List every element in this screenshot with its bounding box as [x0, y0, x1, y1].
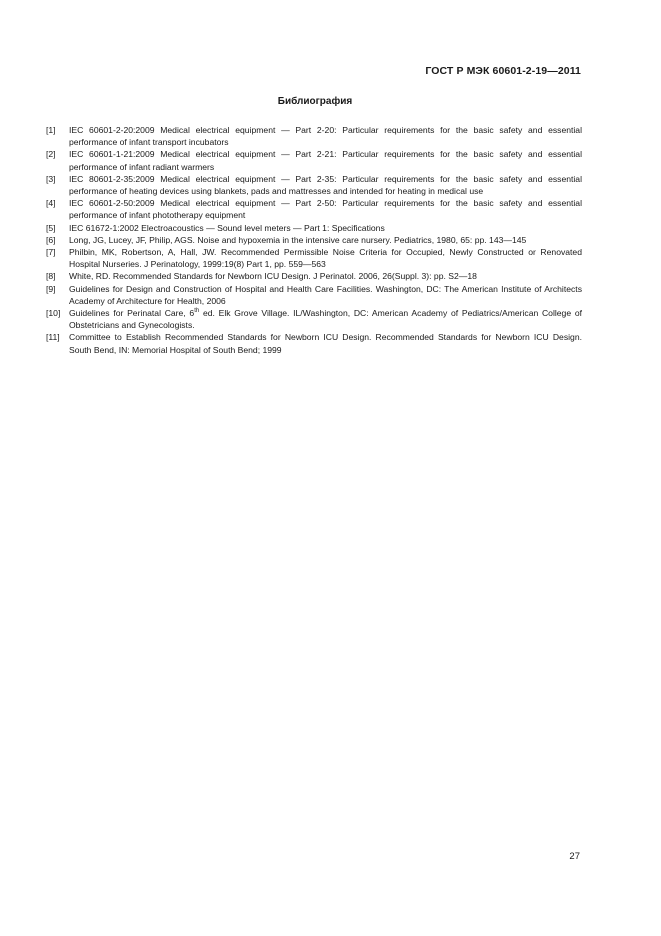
page-number: 27: [569, 851, 580, 862]
ordinal-superscript: th: [194, 308, 200, 315]
reference-number: [7]: [46, 247, 56, 258]
reference-item: [46, 234, 582, 246]
bibliography-title: Библиография: [277, 96, 353, 107]
reference-text: IEC 61672-1:2002 Electroacoustics — Sound level meters — Part 1: Specifications: [69, 222, 385, 233]
reference-number: [2]: [46, 149, 56, 160]
reference-text-part: Guidelines for Perinatal Care, 6: [69, 308, 195, 319]
reference-item: [46, 307, 582, 331]
reference-number: [6]: [46, 234, 56, 245]
reference-item: [46, 197, 582, 221]
reference-number: [5]: [46, 222, 56, 233]
reference-text: IEC 60601-2-20:2009 Medical electrical equipment — Part 2-20: Particular requirements for the basic safety and essential performance of infant transport incubators: [69, 125, 582, 148]
reference-text: [69, 307, 582, 331]
reference-item: [46, 148, 582, 172]
reference-number: [9]: [46, 283, 56, 294]
reference-text: IEC 60601-1-21:2009 Medical electrical equipment — Part 2-21: Particular requirements for the basic safety and essential performance of infant radiant warmers: [69, 149, 582, 172]
reference-text: Guidelines for Design and Construction of Hospital and Health Care Facilities. Washington, DC: The American Institute of Architects Academy of Architecture for Health, 2006: [69, 283, 582, 306]
reference-item: [46, 124, 582, 148]
reference-number: [11]: [46, 332, 60, 343]
reference-item: [46, 331, 582, 355]
reference-text: Committee to Establish Recommended Standards for Newborn ICU Design. Recommended Standards for Newborn ICU Design. South Bend, IN: Memorial Hospital of South Bend; 1999: [69, 332, 582, 355]
reference-item: [46, 222, 582, 234]
bibliography-list: [46, 124, 582, 356]
reference-number: [3]: [46, 173, 56, 184]
reference-text: IEC 80601-2-35:2009 Medical electrical equipment — Part 2-35: Particular requirements for the basic safety and essential performance of heating devices using blankets, pads and mattresses and intended for heating in medical use: [69, 173, 582, 197]
reference-number: [10]: [46, 308, 61, 319]
document-code-header: ГОСТ Р МЭК 60601-2-19—2011: [425, 65, 581, 77]
reference-number: [1]: [46, 125, 56, 135]
reference-item: [46, 246, 582, 270]
reference-text: Philbin, MK, Robertson, A, Hall, JW. Recommended Permissible Noise Criteria for Occupied, Newly Constructed or Renovated Hospital Nurseries. J Perinatology, 1999:19(8) Part 1, pp. 559—563: [69, 247, 582, 270]
reference-item: [46, 283, 582, 307]
reference-item: [46, 270, 582, 282]
reference-number: [4]: [46, 198, 56, 209]
reference-text: IEC 60601-2-50:2009 Medical electrical equipment — Part 2-50: Particular requirements for the basic safety and essential performance of infant phototherapy equipment: [69, 198, 582, 221]
reference-text-part: ed. Elk Grove Village. IL/Washington, DC: American Academy of Pediatrics/American College of Obstetricians and Gynecologists.: [69, 308, 582, 331]
reference-item: [46, 173, 582, 197]
reference-text: Long, JG, Lucey, JF, Philip, AGS. Noise and hypoxemia in the intensive care nursery. Pediatrics, 1980, 65: pp. 143—145: [69, 234, 527, 245]
reference-text: White, RD. Recommended Standards for Newborn ICU Design. J Perinatol. 2006, 26(Suppl. 3): pp. S2—18: [69, 271, 477, 282]
reference-number: [8]: [46, 271, 56, 282]
